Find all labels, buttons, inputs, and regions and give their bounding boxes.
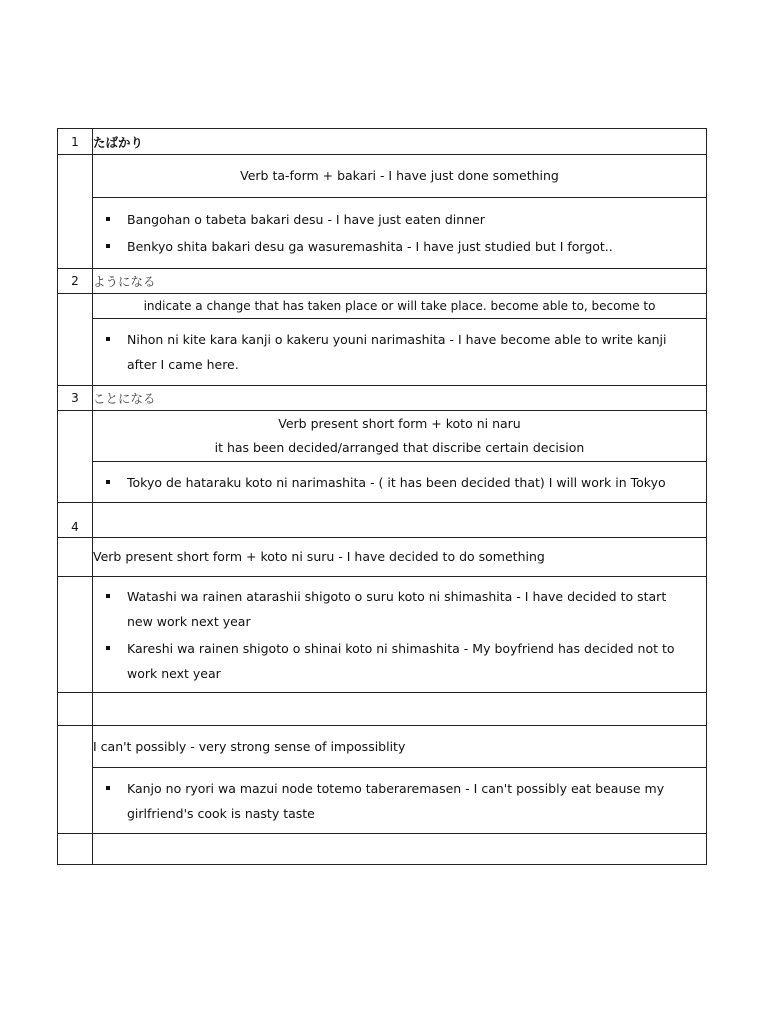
section-5-explanation-row — [58, 726, 707, 768]
example-item: Tokyo de hataraku koto ni narimashita - ( it has been decided that) I will work in Tokyo — [127, 470, 692, 495]
section-number: 4 — [58, 503, 93, 538]
section-number: 2 — [58, 269, 93, 294]
section-explanation: I can't possibly - very strong sense of impossiblity — [93, 726, 707, 768]
example-item: Nihon ni kite kara kanji o kakeru youni narimashita - I have become able to write kanji after I came here. — [127, 327, 692, 377]
section-explanation-cell — [93, 411, 707, 462]
section-1-header-row — [58, 129, 707, 155]
section-4-header-row — [58, 503, 707, 538]
section-1-explanation-row — [58, 155, 707, 198]
example-item: Kareshi wa rainen shigoto o shinai koto ni shimashita - My boyfriend has decided not to work next year — [127, 636, 692, 686]
empty-number-cell — [58, 538, 93, 577]
example-item: Bangohan o tabeta bakari desu - I have just eaten dinner — [127, 207, 692, 232]
explanation-line: it has been decided/arranged that discribe certain decision — [214, 440, 585, 455]
section-5-header-row — [58, 693, 707, 726]
section-1-examples-row — [58, 198, 707, 269]
section-heading: たばかり — [93, 129, 707, 155]
section-4-examples-row — [58, 577, 707, 693]
section-5-examples-row — [58, 768, 707, 834]
section-3-examples-row — [58, 462, 707, 503]
examples-cell — [93, 462, 707, 503]
section-2-header-row — [58, 269, 707, 294]
section-number: 1 — [58, 129, 93, 155]
section-heading: ことになる — [93, 386, 707, 411]
section-3-header-row — [58, 386, 707, 411]
empty-number-cell — [58, 411, 93, 503]
examples-cell — [93, 768, 707, 834]
examples-list — [93, 770, 706, 832]
section-explanation: Verb present short form + koto ni suru - I have decided to do something — [93, 538, 707, 577]
empty-content-cell — [93, 834, 707, 865]
section-number — [58, 693, 93, 726]
empty-number-cell — [58, 294, 93, 386]
examples-cell — [93, 319, 707, 386]
examples-list — [93, 201, 706, 265]
empty-number-cell — [58, 834, 93, 865]
examples-list — [93, 578, 706, 692]
examples-list — [93, 321, 706, 383]
section-explanation: Verb ta-form + bakari - I have just done something — [93, 155, 707, 198]
empty-number-cell — [58, 577, 93, 693]
examples-list — [93, 464, 706, 501]
examples-cell — [93, 577, 707, 693]
empty-number-cell — [58, 155, 93, 269]
explanation-line: Verb present short form + koto ni naru — [278, 416, 521, 431]
example-item: Benkyo shita bakari desu ga wasuremashita - I have just studied but I forgot.. — [127, 234, 692, 259]
section-heading — [93, 693, 707, 726]
section-3-explanation-row — [58, 411, 707, 462]
empty-row — [58, 834, 707, 865]
section-2-explanation-row — [58, 294, 707, 319]
examples-cell — [93, 198, 707, 269]
section-number: 3 — [58, 386, 93, 411]
section-4-explanation-row — [58, 538, 707, 577]
section-heading — [93, 503, 707, 538]
example-item: Kanjo no ryori wa mazui node totemo taberaremasen - I can't possibly eat beause my girlfriend's cook is nasty taste — [127, 776, 692, 826]
example-item: Watashi wa rainen atarashii shigoto o suru koto ni shimashita - I have decided to start new work next year — [127, 584, 692, 634]
empty-number-cell — [58, 726, 93, 834]
grammar-table — [57, 128, 707, 865]
section-heading: ようになる — [93, 269, 707, 294]
section-explanation: indicate a change that has taken place or will take place. become able to, become to — [93, 294, 707, 319]
section-2-examples-row — [58, 319, 707, 386]
